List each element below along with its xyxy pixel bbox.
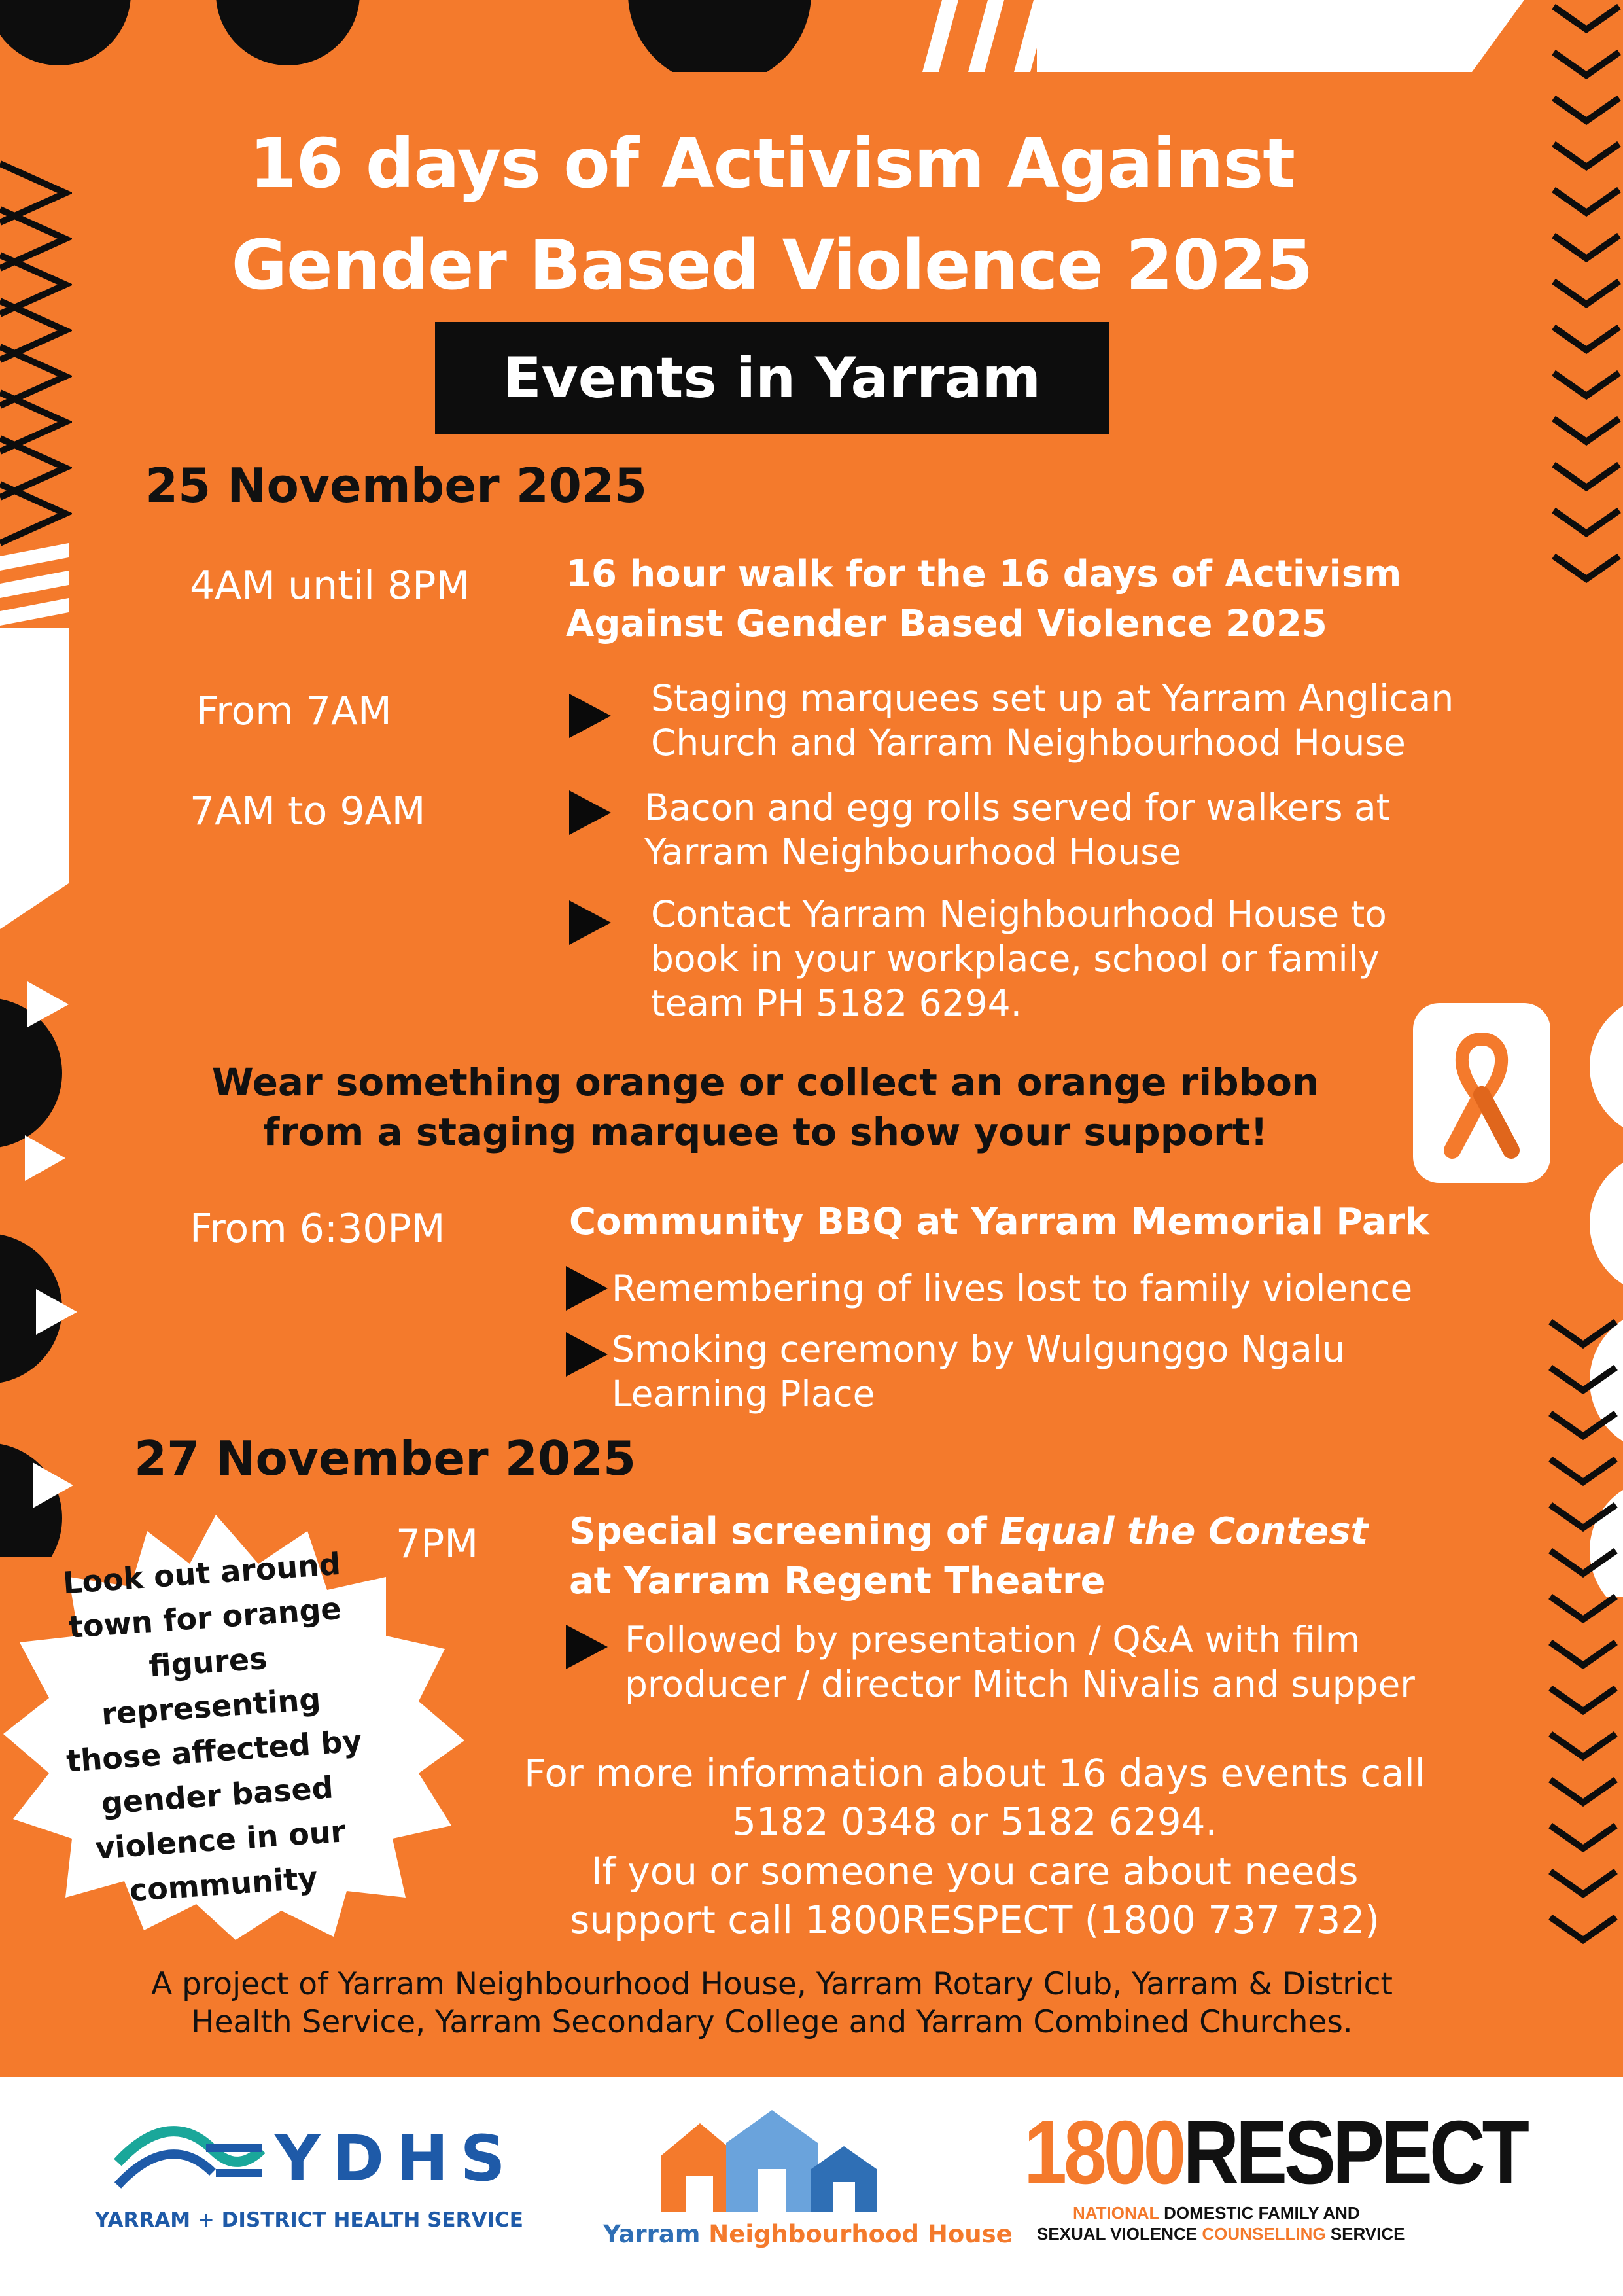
starburst-line: town for orange xyxy=(67,1590,343,1645)
walk-title-line2: Against Gender Based Violence 2025 xyxy=(566,603,1327,645)
respect-subtitle-line2 xyxy=(1037,2224,1405,2244)
day2-date: 27 November 2025 xyxy=(134,1431,637,1486)
starburst-line: violence in our xyxy=(94,1813,347,1866)
credit-line1: A project of Yarram Neighbourhood House, Yarram Rotary Club, Yarram & District xyxy=(151,1966,1393,2002)
neighbourhood-house-icon xyxy=(654,2107,890,2221)
bullet-arrow-icon xyxy=(569,694,611,738)
respect-sub-counselling: COUNSELLING xyxy=(1202,2224,1326,2244)
item3-line2: book in your workplace, school or family xyxy=(651,938,1380,980)
bullet-arrow-icon xyxy=(566,1266,608,1311)
item1-time: From 7AM xyxy=(196,688,392,734)
respect-sub-df: DOMESTIC FAMILY AND xyxy=(1159,2203,1360,2223)
ydhs-wave-icon xyxy=(114,2123,265,2195)
screening-time: 7PM xyxy=(396,1521,479,1567)
info-line1: For more information about 16 days events call xyxy=(524,1751,1425,1795)
info-line3: If you or someone you care about needs xyxy=(591,1849,1359,1894)
info-line4: support call 1800RESPECT (1800 737 732) xyxy=(570,1898,1380,1942)
page-title-line1: 16 days of Activism Against xyxy=(249,124,1295,203)
walk-time: 4AM until 8PM xyxy=(190,563,470,609)
page-title-line2: Gender Based Violence 2025 xyxy=(231,225,1313,305)
decor-right-zigzag-top xyxy=(1547,0,1623,609)
ynh-text-b: Neighbourhood House xyxy=(708,2220,1013,2248)
screening-film: Equal the Contest xyxy=(1000,1510,1369,1553)
starburst-line: figures xyxy=(147,1640,269,1684)
day1-date: 25 November 2025 xyxy=(145,458,648,513)
decor-right-zigzag-bottom xyxy=(1544,1315,1623,1969)
respect-sub-service: SERVICE xyxy=(1325,2224,1405,2244)
credit-line2: Health Service, Yarram Secondary College and Yarram Combined Churches. xyxy=(191,2004,1353,2040)
ynh-text-a: Yarram xyxy=(603,2220,709,2248)
bbq-time: From 6:30PM xyxy=(190,1206,445,1252)
walk-title-line1: 16 hour walk for the 16 days of Activism xyxy=(566,553,1402,595)
respect-word: RESPECT xyxy=(1183,2102,1526,2203)
item2-time: 7AM to 9AM xyxy=(190,788,426,834)
neighbourhood-house-logo-text xyxy=(603,2220,1013,2248)
ydhs-subtitle: YARRAM + DISTRICT HEALTH SERVICE xyxy=(95,2208,523,2232)
decor-top-left-circles xyxy=(0,0,850,72)
item3-line3: team PH 5182 6294. xyxy=(651,982,1022,1024)
callout-line2: from a staging marquee to show your support! xyxy=(263,1110,1268,1154)
bbq-item1: Remembering of lives lost to family violence xyxy=(612,1267,1413,1309)
respect-number: 1800 xyxy=(1024,2102,1183,2203)
starburst-line: community xyxy=(128,1860,319,1909)
starburst-text xyxy=(27,1539,398,1918)
callout-line1: Wear something orange or collect an orange ribbon xyxy=(211,1060,1319,1104)
footer-logos xyxy=(0,2077,1623,2296)
screening-prefix: Special screening of xyxy=(569,1510,1000,1553)
info-line2: 5182 0348 or 5182 6294. xyxy=(732,1799,1217,1844)
respect-sub-sv: SEXUAL VIOLENCE xyxy=(1037,2224,1202,2244)
starburst-line: those affected by xyxy=(65,1723,364,1779)
bbq-item2-line1: Smoking ceremony by Wulgunggo Ngalu xyxy=(612,1328,1345,1370)
bullet-arrow-icon xyxy=(566,1332,608,1377)
decor-top-stripes xyxy=(896,0,1550,73)
starburst-line: representing xyxy=(100,1681,322,1732)
bullet-arrow-icon xyxy=(566,1625,608,1669)
bullet-arrow-icon xyxy=(569,900,611,945)
bbq-item2-line2: Learning Place xyxy=(612,1373,875,1415)
item1-line2: Church and Yarram Neighbourhood House xyxy=(651,722,1406,764)
screening-item-line2: producer / director Mitch Nivalis and supper xyxy=(625,1663,1415,1705)
item3-line1: Contact Yarram Neighbourhood House to xyxy=(651,893,1387,935)
respect-sub-national: NATIONAL xyxy=(1073,2203,1159,2223)
orange-ribbon-icon xyxy=(1413,1003,1550,1183)
events-banner: Events in Yarram xyxy=(435,322,1109,434)
item2-line1: Bacon and egg rolls served for walkers at xyxy=(644,786,1391,828)
bbq-title: Community BBQ at Yarram Memorial Park xyxy=(569,1201,1429,1243)
decor-left-circles xyxy=(0,968,85,1557)
decor-left-stripes xyxy=(0,543,72,641)
respect-logo xyxy=(1024,2102,1526,2203)
screening-title-line1 xyxy=(569,1507,1368,1557)
screening-item-line1: Followed by presentation / Q&A with film xyxy=(625,1619,1361,1661)
bullet-arrow-icon xyxy=(569,790,611,835)
screening-title-line2: at Yarram Regent Theatre xyxy=(569,1560,1106,1602)
starburst-line: Look out around xyxy=(61,1545,342,1601)
item2-line2: Yarram Neighbourhood House xyxy=(644,831,1181,873)
ydhs-logo-text: YDHS xyxy=(275,2122,517,2195)
decor-left-white-block xyxy=(0,628,72,936)
respect-subtitle-line1 xyxy=(1073,2203,1360,2223)
item1-line1: Staging marquees set up at Yarram Anglican xyxy=(651,677,1454,719)
starburst-line: gender based xyxy=(100,1769,335,1822)
